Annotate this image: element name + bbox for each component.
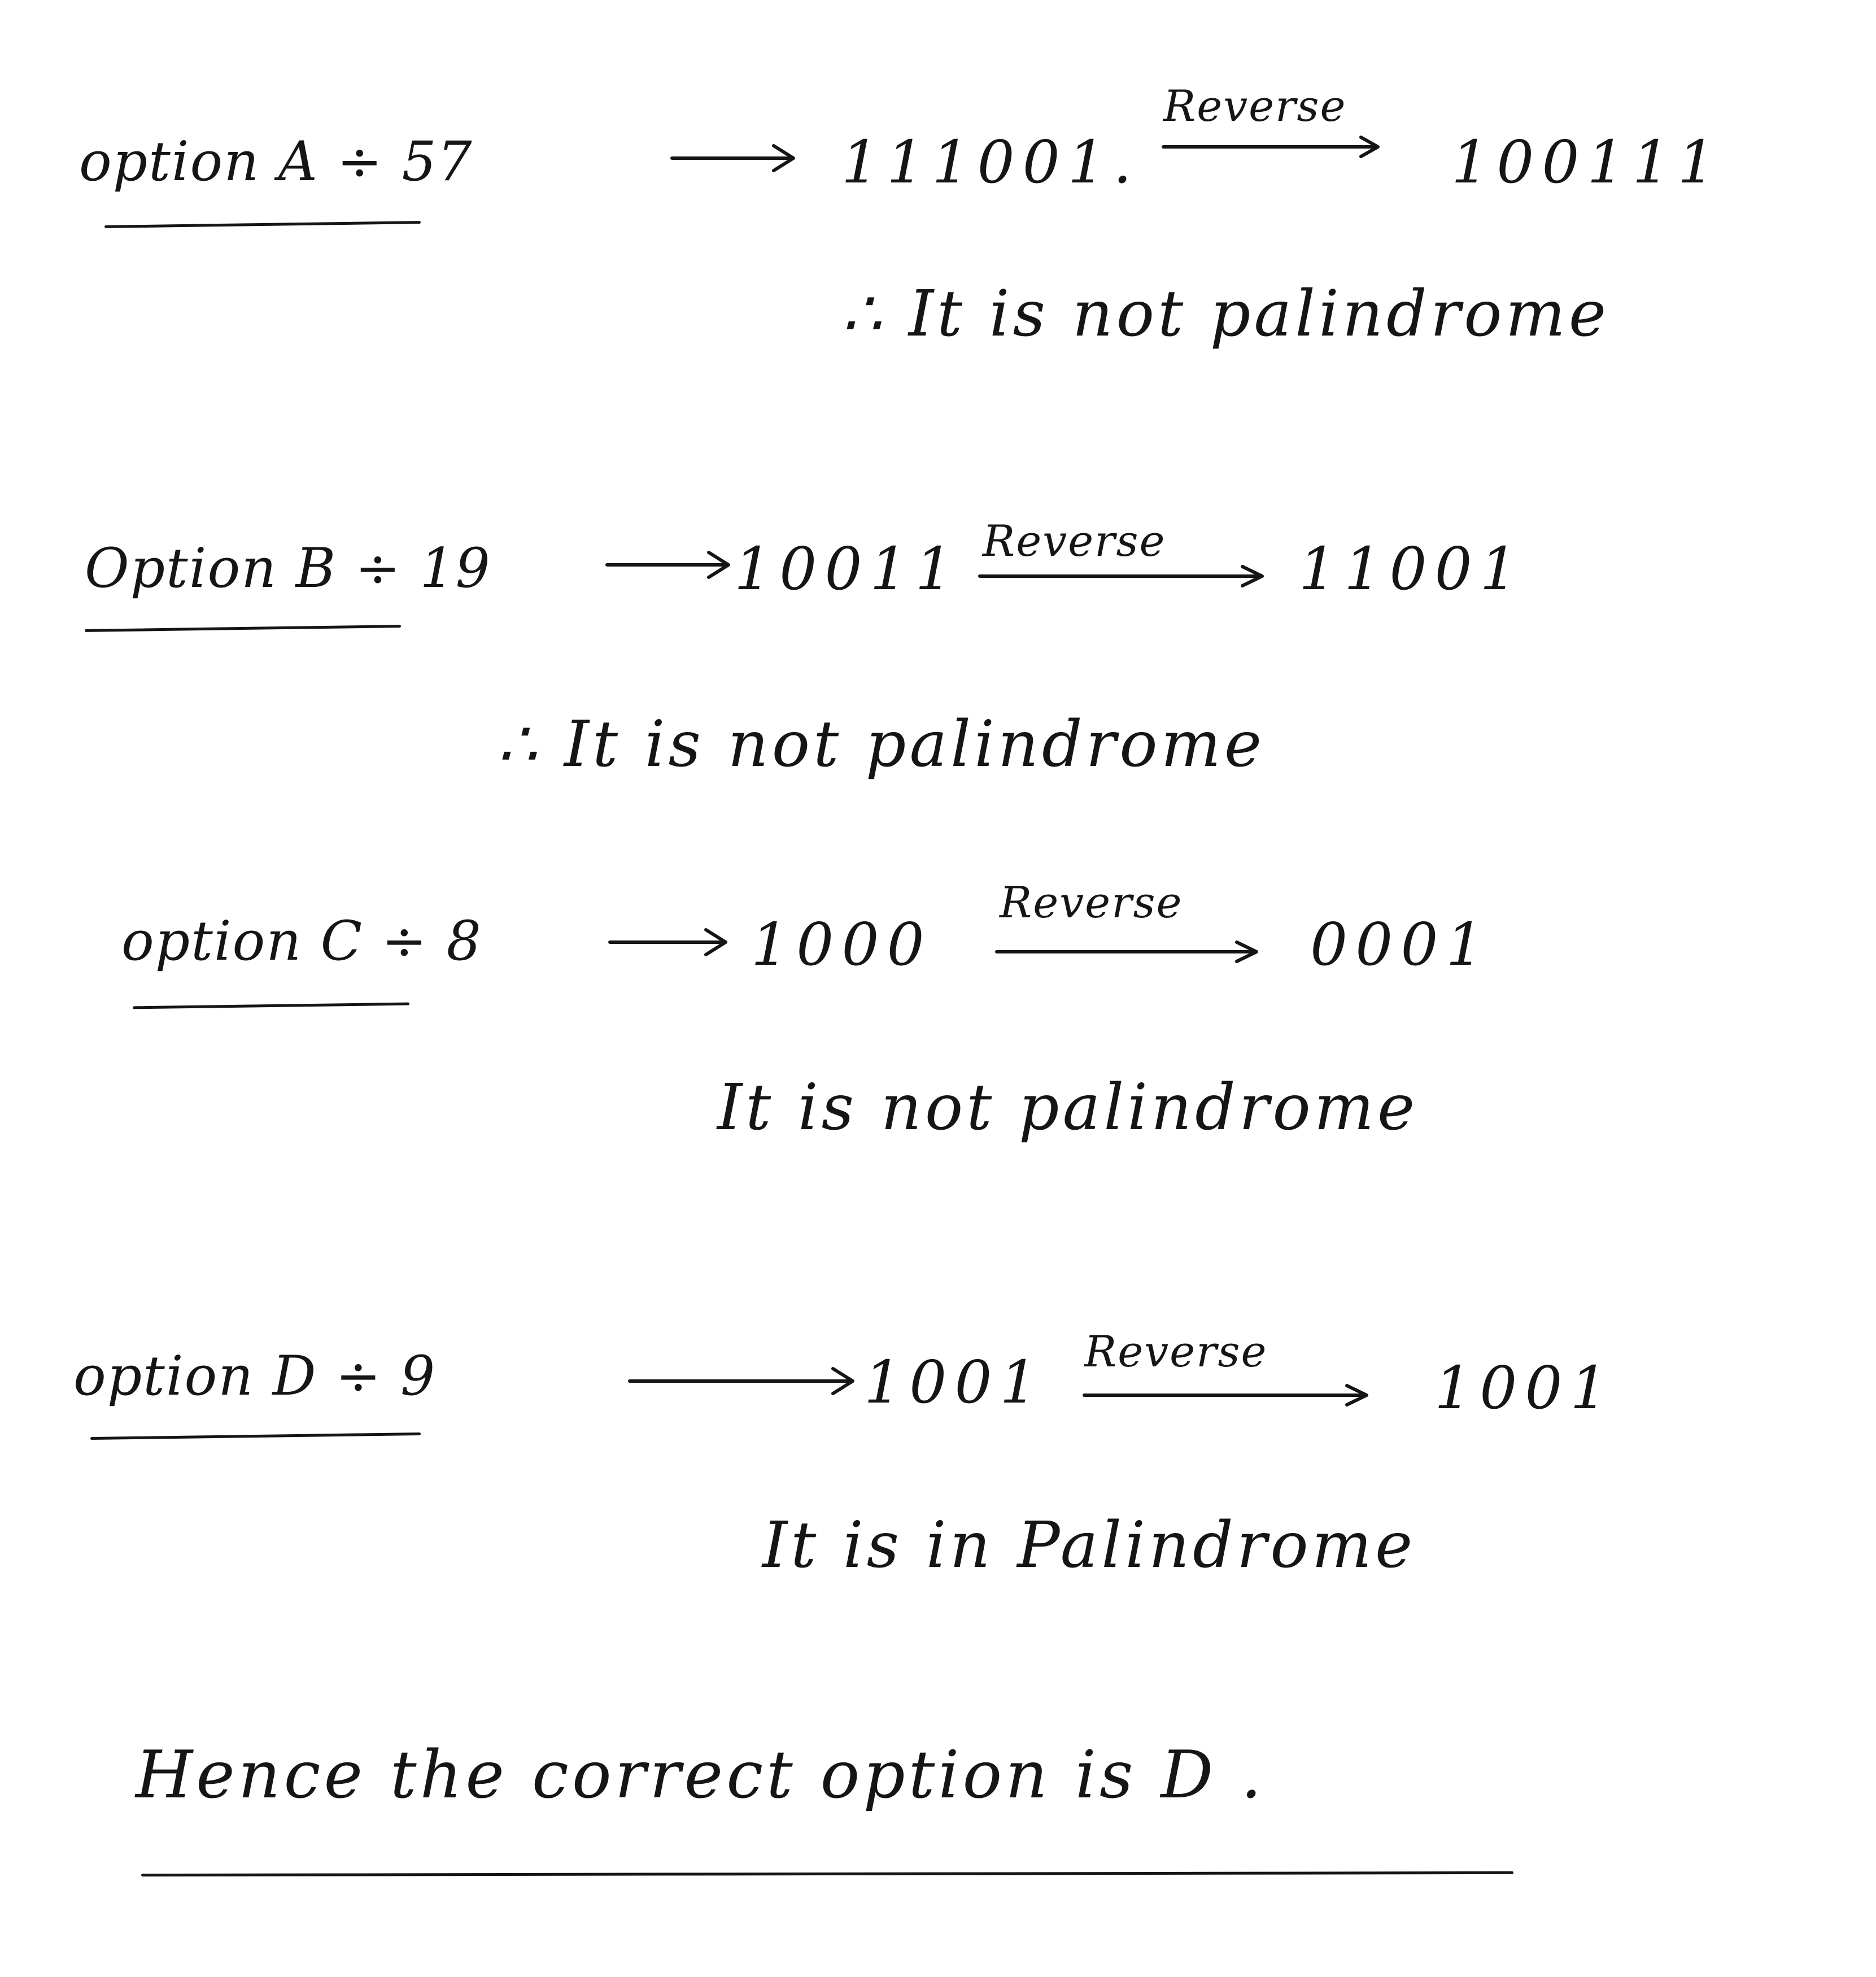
option-d-binary: 1001	[864, 1348, 1045, 1417]
option-b-reverse-label: Reverse	[983, 516, 1166, 566]
option-d-convert-arrow	[630, 1364, 861, 1398]
option-c-underline	[133, 1003, 409, 1009]
option-b-reverse-arrow	[980, 562, 1273, 590]
option-b-verdict	[497, 708, 1266, 781]
option-c-binary: 1000	[751, 910, 932, 979]
option-a-underline	[104, 221, 421, 228]
option-a-reverse-arrow	[1163, 133, 1389, 161]
option-d-label: option D ÷ 9	[73, 1344, 437, 1408]
option-d-verdict-text: It is in Palindrome	[762, 1509, 1416, 1582]
option-b-label: Option B ÷ 19	[85, 537, 491, 600]
option-c-convert-arrow	[610, 925, 734, 959]
option-b-convert-arrow	[607, 548, 737, 582]
option-a-verdict	[841, 277, 1610, 351]
option-c-reverse-label: Reverse	[1000, 877, 1183, 927]
option-b-therefore-symbol: ∴	[497, 708, 541, 781]
option-a-reversed: 100111	[1451, 128, 1724, 197]
option-d-reverse-arrow	[1084, 1381, 1378, 1409]
option-a-therefore-symbol: ∴	[841, 277, 885, 351]
option-b-reversed: 11001	[1299, 534, 1525, 603]
option-a-reverse-label: Reverse	[1163, 81, 1347, 131]
conclusion-underline	[141, 1871, 1513, 1876]
option-c-verdict	[717, 1071, 1419, 1144]
option-b-binary: 10011	[734, 534, 961, 603]
option-c-reverse-arrow	[997, 938, 1268, 966]
option-c-verdict-text: It is not palindrome	[717, 1071, 1419, 1144]
option-d-verdict	[762, 1509, 1416, 1582]
option-a-binary: 111001.	[841, 128, 1140, 197]
option-b-verdict-text: It is not palindrome	[564, 708, 1266, 781]
option-b-underline	[85, 625, 401, 632]
option-a-verdict-text: It is not palindrome	[908, 277, 1610, 351]
option-d-reverse-label: Reverse	[1084, 1326, 1268, 1377]
option-d-reversed: 1001	[1434, 1353, 1616, 1422]
option-c-label: option C ÷ 8	[121, 909, 482, 973]
conclusion-text: Hence the correct option is D .	[136, 1737, 1266, 1813]
option-c-reversed: 0001	[1310, 910, 1491, 979]
option-a-label: option A ÷ 57	[79, 130, 473, 193]
option-d-underline	[90, 1432, 421, 1440]
option-a-convert-arrow	[672, 141, 802, 175]
